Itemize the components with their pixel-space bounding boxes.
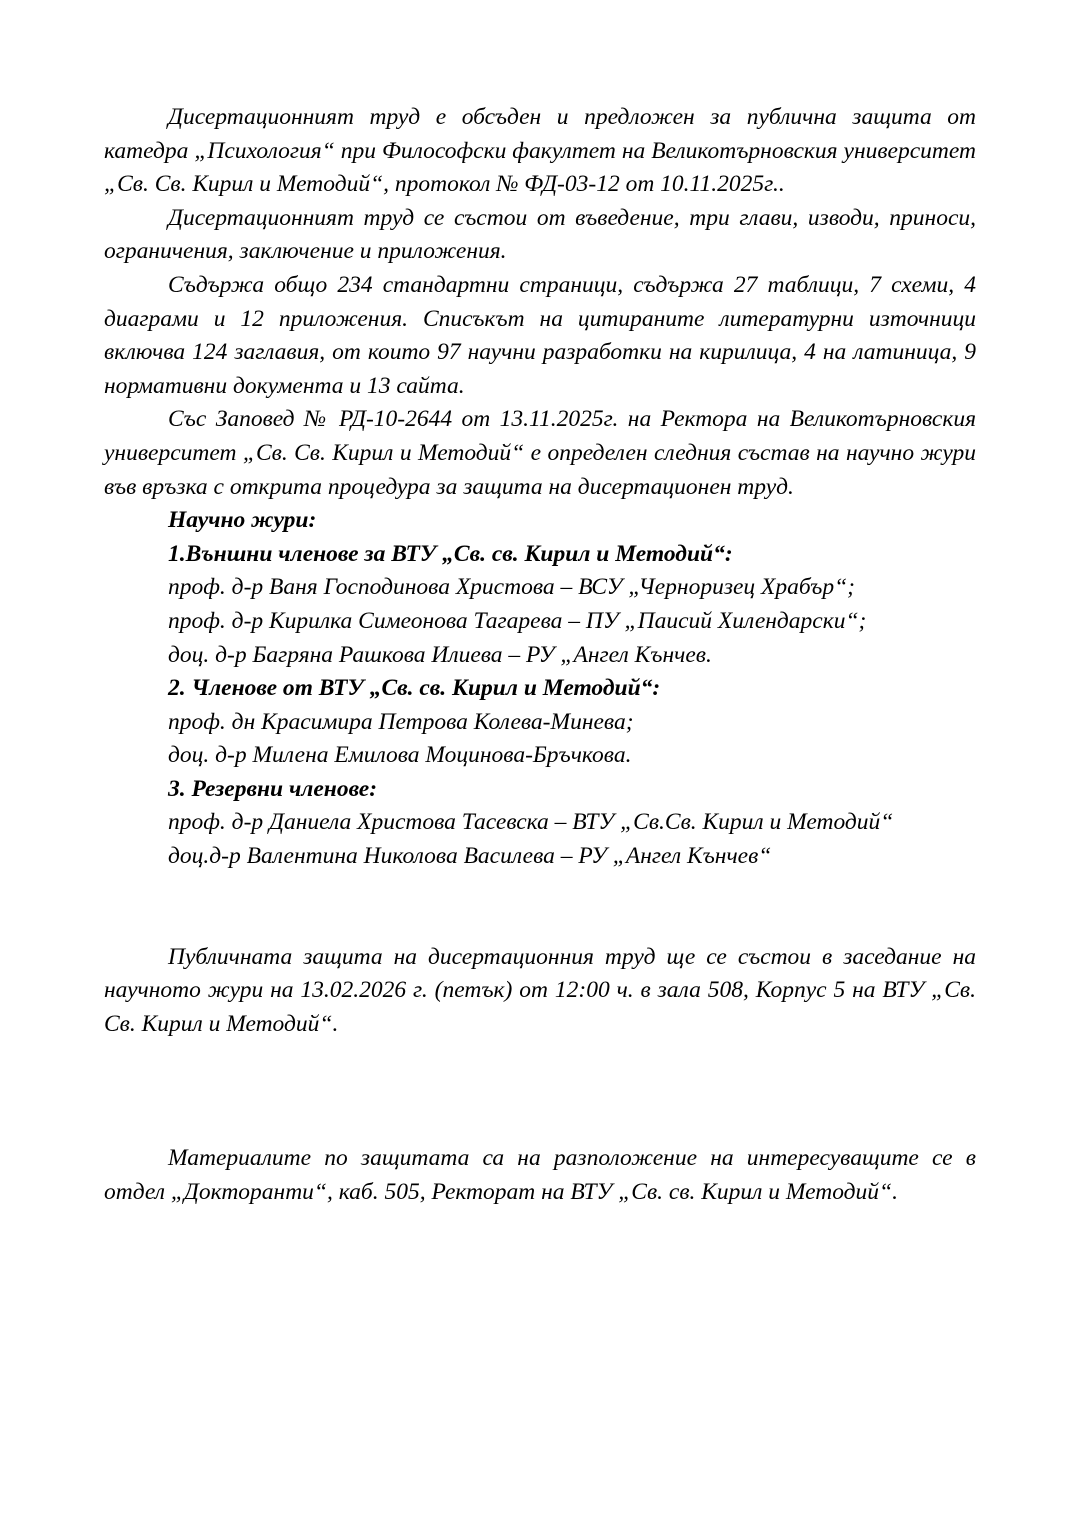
paragraph-defense: Публичната защита на дисертационния труд ще се състои в заседание на научното жури на 13.02.2026 г. (петък) от 12:00 ч. в зала 508, Корпус 5 на ВТУ „Св. Св. Кирил и Методий“. xyxy=(104,943,976,1037)
jury-member: проф. д-р Кирилка Симеонова Тагарева – ПУ „Паисий Хилендарски“; xyxy=(168,607,867,634)
jury-member: проф. д-р Даниела Христова Тасевска – ВТУ „Св.Св. Кирил и Методий“ xyxy=(168,809,894,836)
spacer xyxy=(104,1041,976,1142)
jury-member: проф. д-р Ваня Господинова Христова – ВСУ „Черноризец Храбър“; xyxy=(168,574,855,601)
jury-title: Научно жури: xyxy=(168,507,317,534)
paragraph-structure: Дисертационният труд се състои от въведение, три глави, изводи, приноси, ограничения, заключение и приложения. xyxy=(104,204,976,265)
jury-member: доц. д-р Багряна Рашкова Илиева – РУ „Ангел Кънчев. xyxy=(168,641,712,668)
jury-section xyxy=(104,504,976,874)
jury-group-external-heading: 1.Външни членове за ВТУ „Св. св. Кирил и Методий“: xyxy=(168,540,733,567)
paragraph-contents: Съдържа общо 234 стандартни страници, съдържа 27 таблици, 7 схеми, 4 диаграми и 12 приложения. Списъкът на цитираните литературни източници включва 124 заглавия, от които 97 научни разработки на кирилица, 4 на латиница, 9 нормативни документа и 13 сайта. xyxy=(104,271,976,399)
paragraph-discussion: Дисертационният труд е обсъден и предложен за публична защита от катедра „Психология“ при Философски факултет на Великотърновския университет „Св. Св. Кирил и Методий“, протокол № ФД-03-12 от 10.11.2025г.. xyxy=(104,104,976,198)
jury-member: доц. д-р Милена Емилова Моцинова-Бръчкова. xyxy=(168,742,632,769)
paragraph-materials: Материалите по защитата са на разположение на интересуващите се в отдел „Докторанти“, каб. 505, Ректорат на ВТУ „Св. св. Кирил и Методий“. xyxy=(104,1145,976,1206)
jury-group-internal-heading: 2. Членове от ВТУ „Св. св. Кирил и Методий“: xyxy=(168,675,661,702)
jury-member: доц.д-р Валентина Николова Василева – РУ „Ангел Кънчев“ xyxy=(168,843,772,870)
jury-group-reserve-heading: 3. Резервни членове: xyxy=(168,775,378,802)
spacer xyxy=(104,874,976,941)
jury-member: проф. дн Красимира Петрова Колева-Минева; xyxy=(168,708,634,735)
paragraph-order: Със Заповед № РД-10-2644 от 13.11.2025г. на Ректора на Великотърновския университет „Св. Св. Кирил и Методий“ е определен следния състав на научно жури във връзка с открита процедура за защита на дисертационен труд. xyxy=(104,406,976,500)
document-page xyxy=(104,101,976,1210)
